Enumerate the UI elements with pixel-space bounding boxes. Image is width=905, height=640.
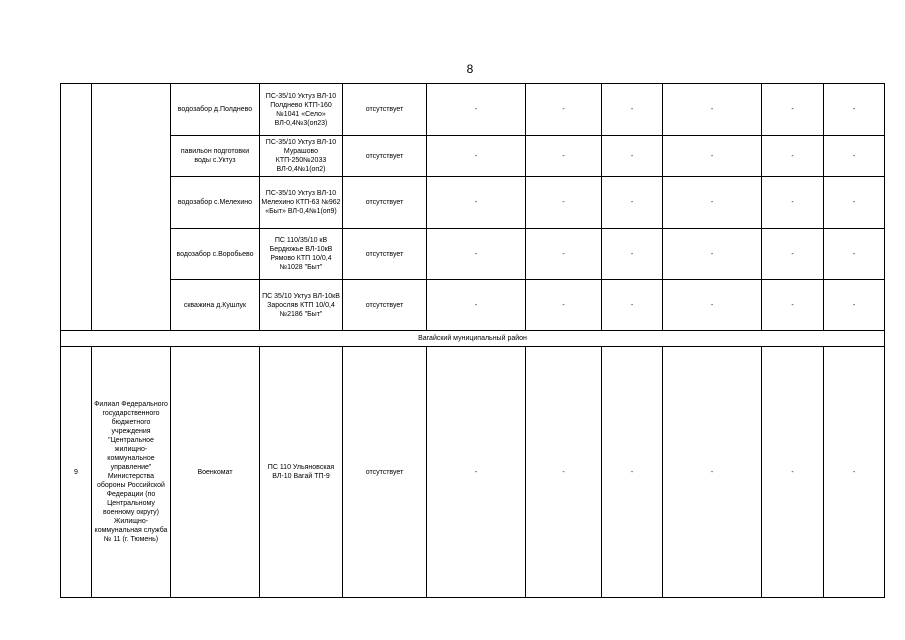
- power-feed-cell: ПС 110/35/10 кВ Бердюжье ВЛ-10кВ Рямово КТП 10/0,4 №1028 "Быт": [260, 229, 343, 280]
- table-row: [61, 177, 885, 229]
- object-cell: скважина д.Кушлук: [171, 280, 260, 331]
- section-title: Вагайский муниципальный район: [61, 331, 885, 347]
- status-cell: отсутствует: [343, 136, 427, 177]
- table-row: [61, 84, 885, 136]
- row-number-cell: 9: [61, 347, 92, 598]
- value-cell: -: [602, 280, 663, 331]
- section-row: [61, 331, 885, 347]
- value-cell: -: [427, 136, 526, 177]
- value-cell: -: [663, 347, 762, 598]
- power-feed-cell: ПС-35/10 Уктуз ВЛ-10 Мелехино КТП-63 №962 «Быт» ВЛ-0,4№1(оп9): [260, 177, 343, 229]
- value-cell: -: [824, 280, 885, 331]
- value-cell: -: [427, 229, 526, 280]
- value-cell: -: [526, 84, 602, 136]
- organization-cell: Филиал Федерального государственного бюджетного учреждения "Центральное жилищно-коммунальное управление" Министерства обороны Российской Федерации (по Центральному военному округу) Жилищно-коммунальная служба № 11 (г. Тюмень): [92, 347, 171, 598]
- value-cell: -: [824, 136, 885, 177]
- value-cell: -: [762, 280, 824, 331]
- status-cell: отсутствует: [343, 84, 427, 136]
- status-cell: отсутствует: [343, 347, 427, 598]
- object-cell: павильон подготовки воды с.Уктуз: [171, 136, 260, 177]
- value-cell: -: [663, 177, 762, 229]
- value-cell: -: [526, 136, 602, 177]
- table-row: [61, 347, 885, 598]
- value-cell: -: [762, 177, 824, 229]
- value-cell: -: [427, 347, 526, 598]
- table-row: [61, 280, 885, 331]
- power-feed-cell: ПС-35/10 Уктуз ВЛ-10 Полднево КТП-160 №1041 «Село» ВЛ-0,4№3(оп23): [260, 84, 343, 136]
- value-cell: -: [762, 136, 824, 177]
- value-cell: -: [762, 84, 824, 136]
- organization-cell: [92, 84, 171, 331]
- value-cell: -: [663, 229, 762, 280]
- value-cell: -: [602, 347, 663, 598]
- object-cell: Военкомат: [171, 347, 260, 598]
- status-cell: отсутствует: [343, 177, 427, 229]
- object-cell: водозабор с.Мелехино: [171, 177, 260, 229]
- row-number-cell: [61, 84, 92, 331]
- value-cell: -: [824, 84, 885, 136]
- value-cell: -: [663, 280, 762, 331]
- value-cell: -: [602, 177, 663, 229]
- status-cell: отсутствует: [343, 280, 427, 331]
- value-cell: -: [762, 347, 824, 598]
- power-feed-cell: ПС 110 Ульяновская ВЛ-10 Вагай ТП-9: [260, 347, 343, 598]
- power-feed-cell: ПС-35/10 Уктуз ВЛ-10 Мурашово КТП-250№2033 ВЛ-0,4№1(оп2): [260, 136, 343, 177]
- value-cell: -: [427, 84, 526, 136]
- data-table: [60, 83, 885, 598]
- value-cell: -: [602, 136, 663, 177]
- value-cell: -: [526, 280, 602, 331]
- value-cell: -: [824, 177, 885, 229]
- value-cell: -: [427, 177, 526, 229]
- value-cell: -: [526, 177, 602, 229]
- value-cell: -: [602, 84, 663, 136]
- status-cell: отсутствует: [343, 229, 427, 280]
- value-cell: -: [526, 229, 602, 280]
- object-cell: водозабор с.Воробьево: [171, 229, 260, 280]
- value-cell: -: [427, 280, 526, 331]
- value-cell: -: [663, 84, 762, 136]
- value-cell: -: [762, 229, 824, 280]
- table-row: [61, 229, 885, 280]
- object-cell: водозабор д.Полднево: [171, 84, 260, 136]
- table-row: [61, 136, 885, 177]
- page-number: 8: [466, 62, 474, 76]
- value-cell: -: [824, 347, 885, 598]
- value-cell: -: [824, 229, 885, 280]
- value-cell: -: [602, 229, 663, 280]
- value-cell: -: [663, 136, 762, 177]
- value-cell: -: [526, 347, 602, 598]
- power-feed-cell: ПС 35/10 Уктуз ВЛ-10кВ Заросляв КТП 10/0,4 №2186 "Быт": [260, 280, 343, 331]
